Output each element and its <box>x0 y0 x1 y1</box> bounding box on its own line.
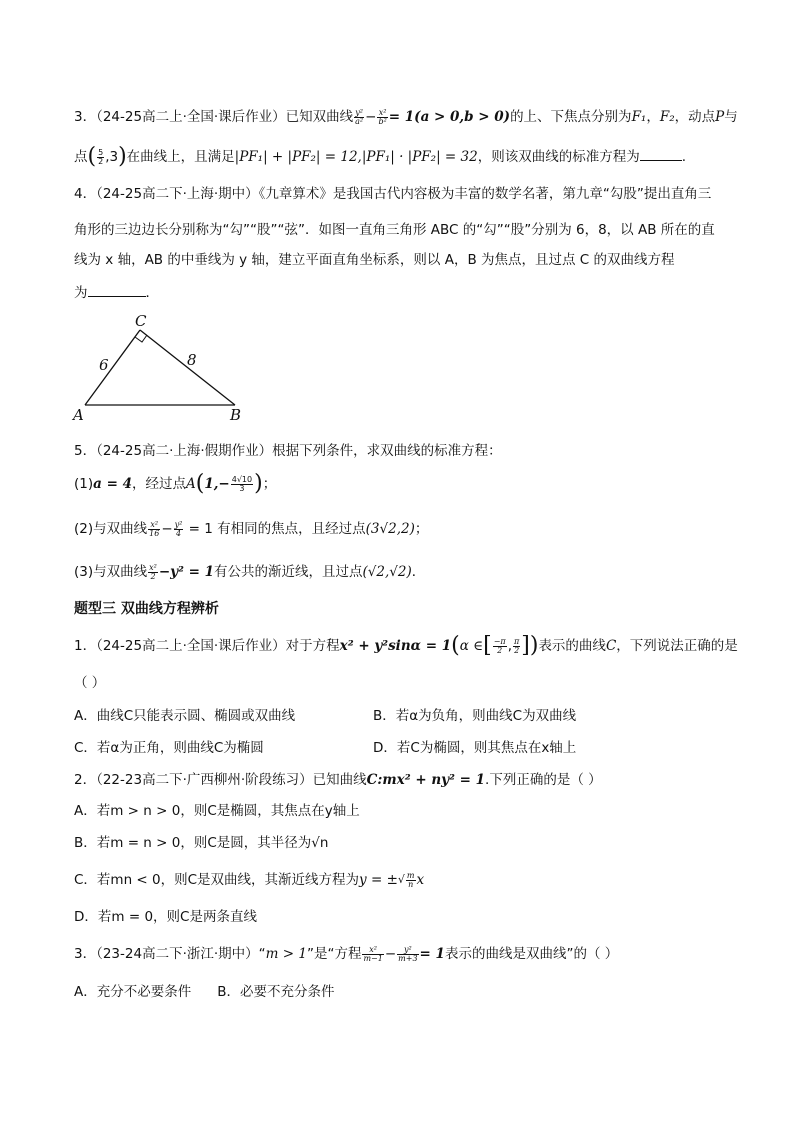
s2-option-c-wrap[interactable] <box>74 870 424 890</box>
q3-line1: 3．（24-25高二上·全国·课后作业）已知双曲线 $\frac{\text{y²}}{\text{a²}}$ − $\frac{\text{x²}}{\text{b²}}$ = 1(a > 0,b > 0)的上、下焦点分别为F₁，F₂，动点P与 <box>74 107 738 126</box>
equation: x² + y²sinα = 1 <box>339 638 452 654</box>
side-ac <box>85 330 140 405</box>
fraction: $\frac{\text{x²}}{\text{b²}}$ <box>378 107 387 126</box>
s2-option-d-wrap <box>74 907 257 927</box>
q5-intro <box>74 441 502 461</box>
condition: a = 4 <box>93 476 132 492</box>
variable-x: x <box>416 872 425 888</box>
q3-line2: 点( $\frac{5}{2}$ ,3)在曲线上，且满足|PF₁| + |PF₂| = 12,|PF₁| · |PF₂| = 32，则该双曲线的标准方程为 . <box>74 144 687 169</box>
condition: α ∈ <box>459 638 484 654</box>
fraction: $\frac{4√10}{3}$ <box>231 474 253 493</box>
q3-text: 已知双曲线 <box>285 109 354 125</box>
fraction: $\frac{\text{x²}}{m-1}$ <box>363 944 383 963</box>
s1-option-d-wrap <box>373 738 576 758</box>
curve-label: C <box>605 638 617 654</box>
vertex-c-label: C <box>135 312 147 330</box>
s1-option-b-wrap <box>373 706 576 726</box>
q3-text: ，动点 <box>674 109 716 125</box>
option-b[interactable]: B．必要不充分条件 <box>217 984 335 1000</box>
q4-text: 为 <box>74 285 88 301</box>
s2-option-b-wrap <box>74 833 328 853</box>
triangle-figure <box>70 308 260 428</box>
option-d[interactable]: D．若m = 0，则C是两条直线 <box>74 909 257 925</box>
fraction: $\frac{\text{y²}}{4}$ <box>174 519 183 538</box>
option-a[interactable]: A．若m > n > 0，则C是椭圆，其焦点在y轴上 <box>74 803 360 819</box>
answer-blank[interactable] <box>88 282 146 297</box>
s1-paren-line <box>74 673 105 693</box>
point-p: P <box>715 109 725 125</box>
q3-text: ，则该双曲线的标准方程为 <box>477 149 640 165</box>
right-angle-mark <box>135 335 147 342</box>
punctuation: ． <box>145 285 159 301</box>
focus-f2: F₂ <box>659 109 675 125</box>
side-ac-length: 6 <box>99 356 109 374</box>
side-cb-length: 8 <box>187 351 197 369</box>
q3-text: 在曲线上，且满足 <box>126 149 235 165</box>
q5-text: 5．（24-25高二·上海·假期作业）根据下列条件，求双曲线的标准方程： <box>74 443 502 459</box>
q4-line2 <box>74 220 715 240</box>
section-title: 题型三 双曲线方程辨析 <box>74 601 219 617</box>
q3-text: 的上、下焦点分别为 <box>510 109 632 125</box>
s1-question: 1．（24-25高二上·全国·课后作业）对于方程x² + y²sinα = 1(α ∈[ $\frac{-\pi}{2}$ , $\frac{\pi}{2}$ ])表示的曲线C，下列说法正确的是 <box>74 633 738 658</box>
condition: |PF₁| + |PF₂| = 12,|PF₁| · |PF₂| = 32 <box>234 149 478 165</box>
fraction: $\frac{\pi}{2}$ <box>513 636 520 655</box>
s3-options <box>74 982 335 1002</box>
s3-text: 表示的曲线是双曲线”的（ ） <box>444 946 619 962</box>
q4-line3 <box>74 250 675 270</box>
s2-option-a-wrap <box>74 801 360 821</box>
s1-text: 表示的曲线 <box>538 638 606 654</box>
q4-line4 <box>74 282 159 303</box>
option-b[interactable]: B．若m = n > 0，则C是圆，其半径为√n <box>74 835 329 851</box>
equation: = 1(a > 0,b > 0) <box>388 109 511 125</box>
option-c[interactable]: C．若α为正角，则曲线C为椭圆 <box>74 740 264 756</box>
point-coordinate: (√2,√2) <box>362 564 412 580</box>
q5-part3 <box>74 562 425 582</box>
q3-text: 与 <box>724 109 738 125</box>
point-coordinate: 1,− <box>204 476 230 492</box>
condition: m > 1 <box>265 946 307 962</box>
fraction: $\frac{5}{2}$ <box>98 147 104 166</box>
s1-options-row2 <box>74 738 264 758</box>
question-number: 4． <box>74 186 97 202</box>
s2-text: 2．（22-23高二下·广西柳州·阶段练习）已知曲线 <box>74 772 367 788</box>
option-a[interactable]: A．充分不必要条件 <box>74 984 192 1000</box>
q4-line1 <box>74 184 711 204</box>
question-number: 3． <box>74 109 97 125</box>
s1-text: ，下列说法正确的是 <box>616 638 738 654</box>
s2-text: .下列正确的是（ ） <box>485 772 602 788</box>
point-coordinate: 3 <box>109 149 119 165</box>
s3-text: ”是“方程 <box>306 946 362 962</box>
q4-text: 线为 x 轴，AB 的中垂线为 y 轴，建立平面直角坐标系，则以 A，B 为焦点，且过点 C 的双曲线方程 <box>74 252 675 268</box>
punctuation: ； <box>414 521 429 537</box>
q5-text: (2)与双曲线 <box>74 521 148 537</box>
focus-f1: F₁ <box>631 109 647 125</box>
fraction: $\frac{\text{x²}}{16}$ <box>149 519 160 538</box>
q4-text: 角形的三边边长分别称为“勾”“股”“弦”．如图一直角三角形 ABC 的“勾”“股”分别为 6，8，以 AB 所在的直 <box>74 222 715 238</box>
question-source: （24-25高二上·全国·课后作业） <box>96 109 286 125</box>
q5-text: = 1 有相同的焦点，且经过点 <box>184 521 366 537</box>
option-b[interactable]: B．若α为负角，则曲线C为双曲线 <box>373 708 577 724</box>
fraction: $\frac{\text{x²}}{2}$ <box>149 562 157 581</box>
q5-text: 有公共的渐近线，且过点 <box>214 564 363 580</box>
punctuation: ． <box>411 564 426 580</box>
q4-text: （24-25高二下·上海·期中）《九章算术》是我国古代内容极为丰富的数学名著，第九章“勾股”提出直角三 <box>96 186 712 202</box>
sqrt-fraction: √ <box>397 873 405 886</box>
answer-blank[interactable] <box>640 146 682 161</box>
asymptote-equation: y = ± <box>359 872 398 888</box>
vertex-a-label: A <box>73 406 84 424</box>
option-a[interactable]: A．曲线C只能表示圆、椭圆或双曲线 <box>74 708 296 724</box>
point-coordinate: (3√2,2) <box>365 521 415 537</box>
punctuation: ； <box>262 476 277 492</box>
equation: −y² = 1 <box>158 564 215 580</box>
q5-part1: (1)a = 4，经过点A(1,− $\frac{4√10}{3}$ )； <box>74 471 277 496</box>
answer-paren[interactable]: （ ） <box>74 675 106 691</box>
equation: C:mx² + ny² = 1 <box>366 772 486 788</box>
s1-text: 1．（24-25高二上·全国·课后作业）对于方程 <box>74 638 340 654</box>
q3-text: 点 <box>74 149 88 165</box>
option-c[interactable]: C．若mn < 0，则C是双曲线，其渐近线方程为 <box>74 872 360 888</box>
fraction: $\frac{\text{y²}}{\text{a²}}$ <box>355 107 364 126</box>
option-d[interactable]: D．若C为椭圆，则其焦点在x轴上 <box>373 740 577 756</box>
point-label: A <box>185 476 196 492</box>
fraction: $\frac{m}{n}$ <box>406 870 415 889</box>
s3-question: 3．（23-24高二下·浙江·期中）“m > 1”是“方程 $\frac{\text{x²}}{m-1}$ − $\frac{\text{y²}}{m+3}$ = 1表示的曲线是双曲线”的（ ） <box>74 944 619 963</box>
s3-text: 3．（23-24高二下·浙江·期中）“ <box>74 946 266 962</box>
s1-options-row1 <box>74 706 295 726</box>
q5-text: (3)与双曲线 <box>74 564 148 580</box>
s2-question <box>74 770 602 790</box>
fraction: $\frac{\text{y²}}{m+3}$ <box>398 944 418 963</box>
section-heading <box>74 599 219 619</box>
q5-part2: (2)与双曲线 $\frac{\text{x²}}{16}$ − $\frac{\text{y²}}{4}$ = 1 有相同的焦点，且经过点(3√2,2)； <box>74 519 429 538</box>
equation: = 1 <box>419 946 445 962</box>
fraction: $\frac{-\pi}{2}$ <box>493 636 506 655</box>
q5-text: ，经过点 <box>131 476 186 492</box>
vertex-b-label: B <box>230 406 242 424</box>
part-label: (1) <box>74 476 94 492</box>
punctuation: . <box>681 149 687 165</box>
